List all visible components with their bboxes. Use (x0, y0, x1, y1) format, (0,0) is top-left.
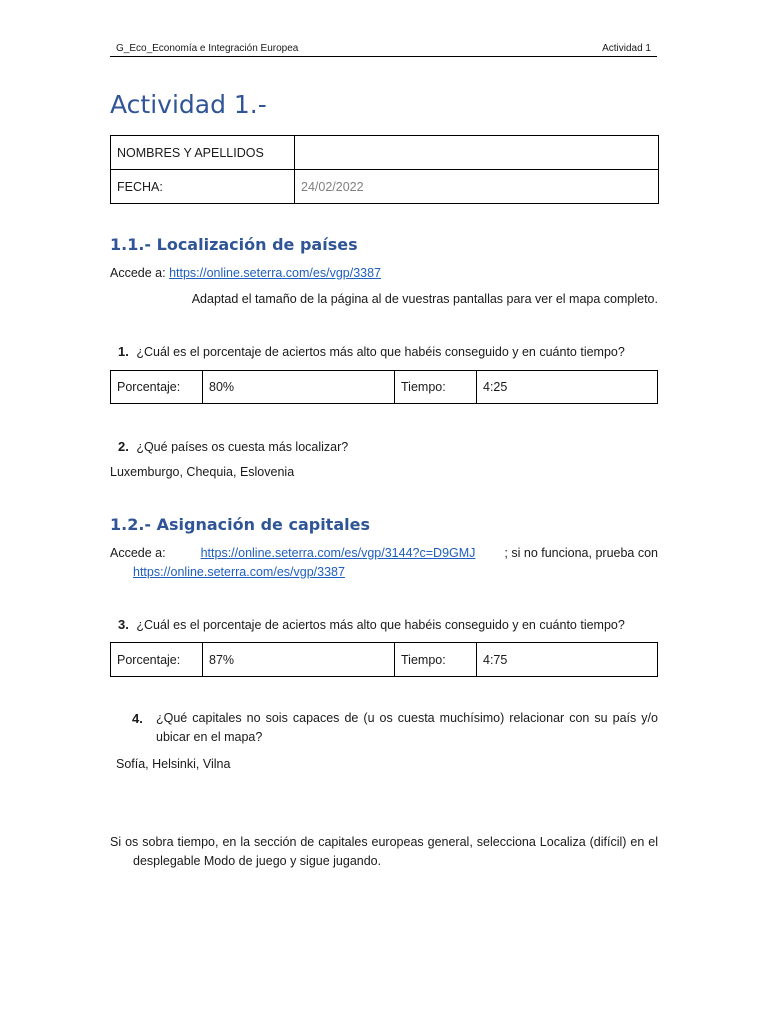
section1-access (110, 264, 381, 283)
percentage-value[interactable]: 80% (203, 371, 395, 404)
question-number: 4. (132, 711, 143, 726)
date-value[interactable]: 24/02/2022 (295, 170, 659, 204)
fallback-text: ; si no funciona, prueba con (504, 546, 658, 560)
question-text: ¿Qué capitales no sois capaces de (u os cuesta muchísimo) relacionar con su país y/o ubicar en el mapa? (156, 711, 658, 744)
header-course: G_Eco_Economía e Integración Europea (116, 43, 299, 54)
time-value[interactable]: 4:75 (477, 643, 658, 677)
score-table-1 (110, 370, 658, 404)
question-number: 3. (118, 617, 129, 632)
question-2 (118, 437, 348, 457)
time-label: Tiempo: (395, 643, 477, 677)
resize-note: Adaptad el tamaño de la página al de vuestras pantallas para ver el mapa completo. (191, 292, 658, 306)
seterra-link-countries[interactable]: https://online.seterra.com/es/vgp/3387 (169, 266, 382, 280)
footer-note: Si os sobra tiempo, en la sección de capitales europeas general, selecciona Localiza (difícil) en el desplegable Modo de juego y sigue jugando. (110, 835, 658, 868)
section1-heading: 1.1.- Localización de países (110, 235, 358, 254)
table-row (111, 371, 658, 404)
date-label: FECHA: (111, 170, 295, 204)
section2-heading: 1.2.- Asignación de capitales (110, 515, 370, 534)
table-row (111, 136, 659, 170)
question-1 (118, 342, 625, 362)
access-line (110, 544, 658, 563)
header-activity: Actividad 1 (602, 43, 651, 54)
percentage-value[interactable]: 87% (203, 643, 395, 677)
access-label: Accede a: (110, 266, 166, 280)
seterra-link-fallback[interactable]: https://online.seterra.com/es/vgp/3387 (133, 565, 345, 579)
answer-4: Sofía, Helsinki, Vilna (116, 757, 231, 771)
question-number: 1. (118, 344, 129, 359)
info-table (110, 135, 659, 204)
answer-2: Luxemburgo, Chequia, Eslovenia (110, 465, 295, 479)
percentage-label: Porcentaje: (111, 643, 203, 677)
question-text: ¿Cuál es el porcentaje de aciertos más alto que habéis conseguido y en cuánto tiempo? (136, 618, 625, 632)
table-row (111, 170, 659, 204)
access-label: Accede a: (110, 546, 166, 560)
time-value[interactable]: 4:25 (477, 371, 658, 404)
page-title: Actividad 1.- (110, 90, 267, 119)
question-text: ¿Cuál es el porcentaje de aciertos más alto que habéis conseguido y en cuánto tiempo? (136, 345, 625, 359)
percentage-label: Porcentaje: (111, 371, 203, 404)
name-label: NOMBRES Y APELLIDOS (111, 136, 295, 170)
time-label: Tiempo: (395, 371, 477, 404)
page-header (110, 42, 657, 57)
table-row (111, 643, 658, 677)
question-3 (118, 615, 625, 635)
question-4 (132, 709, 658, 747)
score-table-2 (110, 642, 658, 677)
question-number: 2. (118, 439, 129, 454)
seterra-link-capitals[interactable]: https://online.seterra.com/es/vgp/3144?c=D9GMJ (200, 546, 476, 560)
name-value[interactable] (295, 136, 659, 170)
section2-access (110, 544, 658, 582)
fallback-line (110, 563, 658, 582)
question-text: ¿Qué países os cuesta más localizar? (136, 440, 349, 454)
